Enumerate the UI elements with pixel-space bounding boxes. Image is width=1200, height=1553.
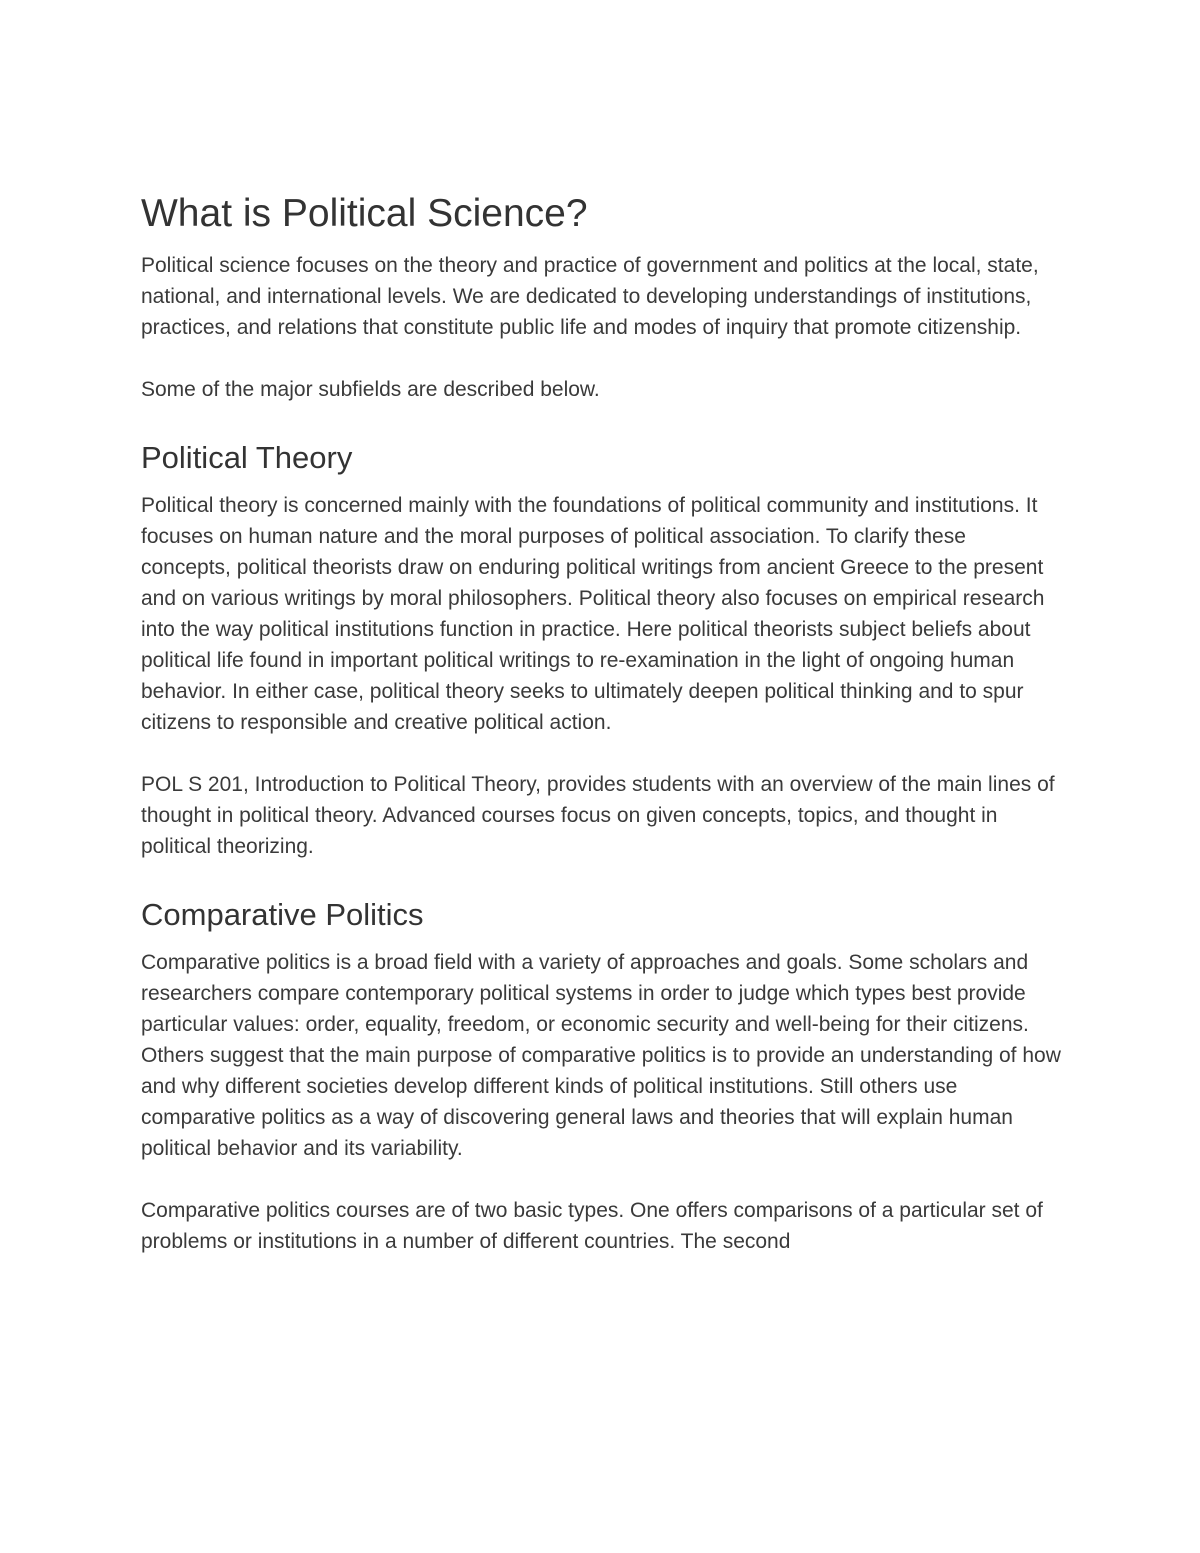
section-comparative-politics	[141, 895, 1061, 1257]
section-political-theory	[141, 438, 1061, 862]
comparative-politics-paragraph-2: Comparative politics courses are of two basic types. One offers comparisons of a particular set of problems or institutions in a number of different countries. The second	[141, 1199, 1043, 1253]
political-theory-paragraph-1: Political theory is concerned mainly with the foundations of political community and institutions. It focuses on human nature and the moral purposes of political association. To clarify these concepts, political theorists draw on enduring political writings from ancient Greece to the present and on various writings by moral philosophers. Political theory also focuses on empirical research into the way political institutions function in practice. Here political theorists subject beliefs about political life found in important political writings to re-examination in the light of ongoing human behavior. In either case, political theory seeks to ultimately deepen political thinking and to spur citizens to responsible and creative political action.	[141, 494, 1045, 734]
document-page	[141, 188, 1061, 1288]
comparative-politics-paragraph-1: Comparative politics is a broad field with a variety of approaches and goals. Some scholars and researchers compare contemporary political systems in order to judge which types best provide particular values: order, equality, freedom, or economic security and well-being for their citizens. Others suggest that the main purpose of comparative politics is to provide an understanding of how and why different societies develop different kinds of political institutions. Still others use comparative politics as a way of discovering general laws and theories that will explain human political behavior and its variability.	[141, 951, 1061, 1160]
section-heading-political-theory: Political Theory	[141, 440, 353, 475]
political-theory-paragraph-2: POL S 201, Introduction to Political Theory, provides students with an overview of the main lines of thought in political theory. Advanced courses focus on given concepts, topics, and thought in political theorizing.	[141, 773, 1055, 858]
page-title: What is Political Science?	[141, 192, 588, 235]
intro-paragraph-2: Some of the major subfields are described below.	[141, 378, 600, 401]
section-heading-comparative-politics: Comparative Politics	[141, 897, 424, 932]
intro-paragraph-1: Political science focuses on the theory and practice of government and politics at the local, state, national, and international levels. We are dedicated to developing understandings of institutions, practices, and relations that constitute public life and modes of inquiry that promote citizenship.	[141, 254, 1039, 339]
